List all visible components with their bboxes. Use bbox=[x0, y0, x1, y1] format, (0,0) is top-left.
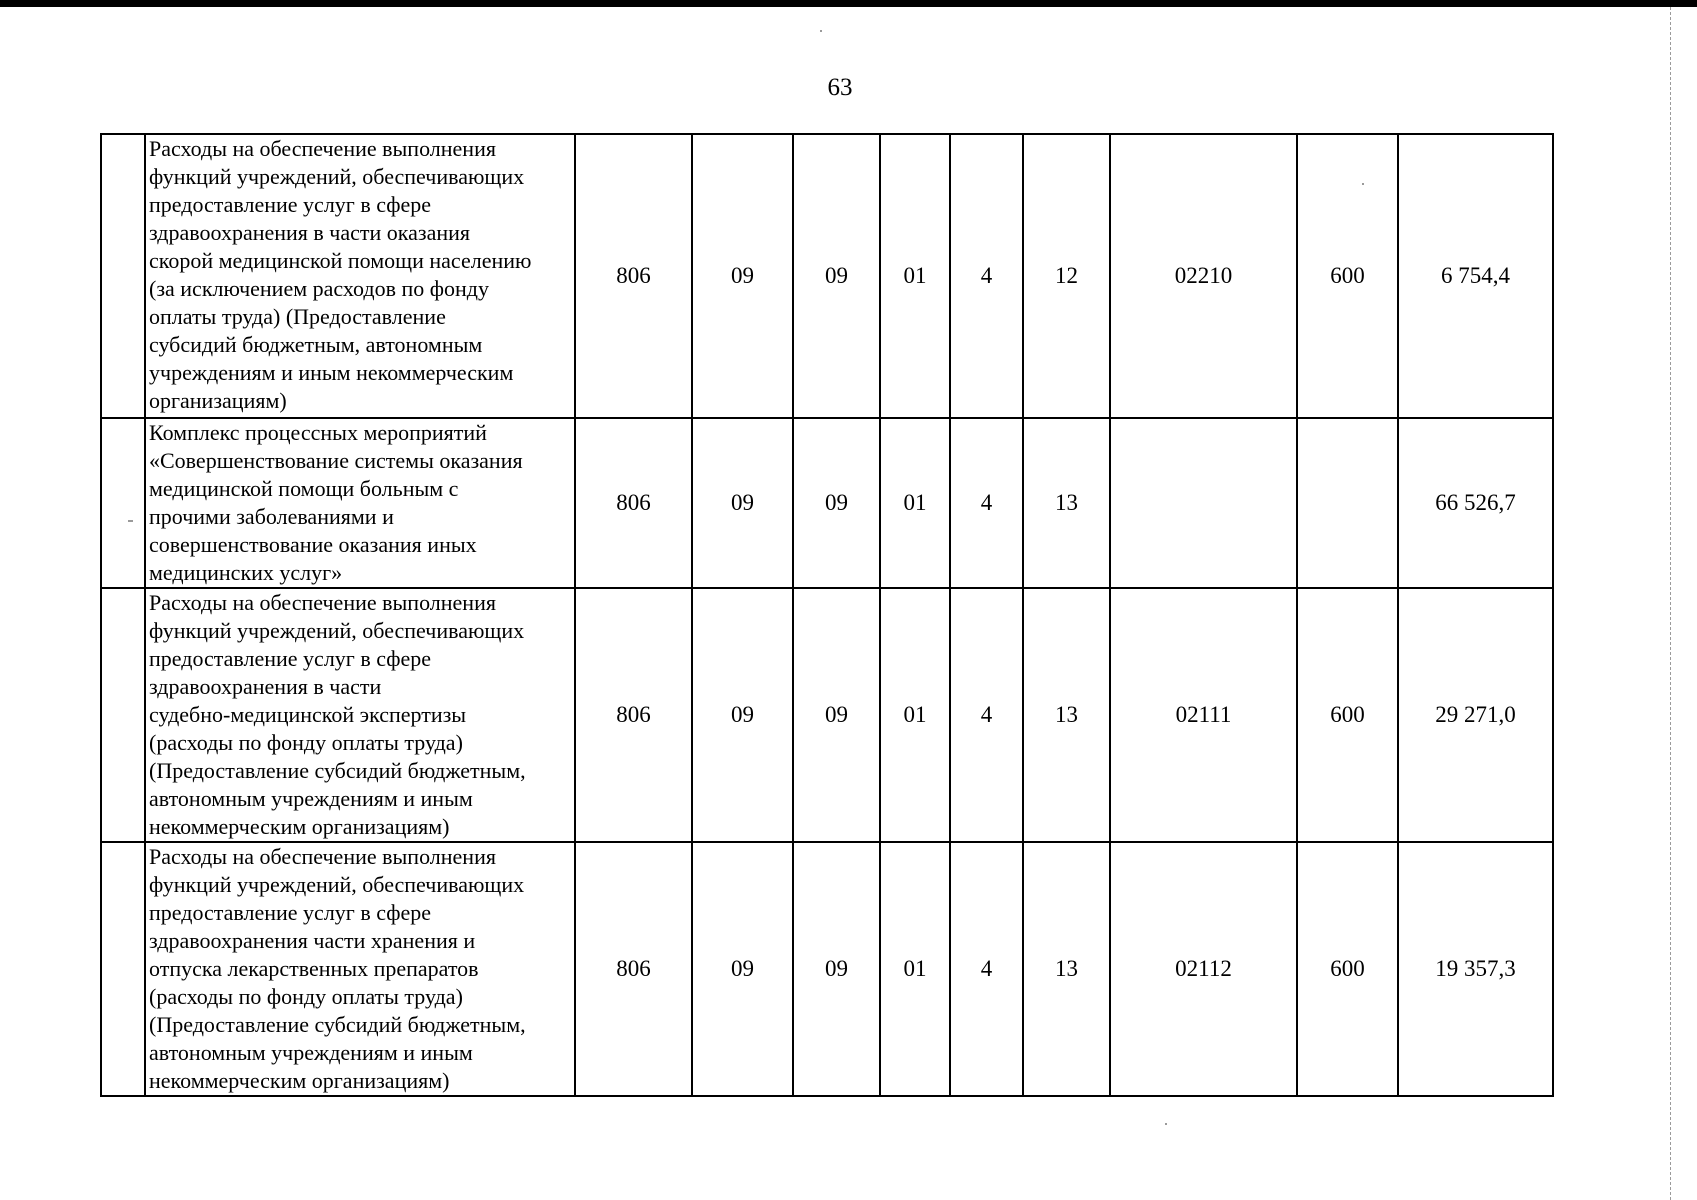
scan-speck bbox=[1362, 183, 1364, 185]
expense-description: Расходы на обеспечение выполнения функций учреждений, обеспечивающих предоставление услуг в сфере здравоохранения части хранения и отпуска лекарственных препаратов (расходы по фонду оплаты труда) (Предоставление субсидий бюджетным, автономным учреждениям и иным некоммерческим организациям) bbox=[145, 842, 575, 1096]
amount-cell: 19 357,3 bbox=[1398, 842, 1553, 1096]
subsection-code: 09 bbox=[793, 134, 880, 418]
expense-direction-code bbox=[1110, 418, 1297, 588]
subsection-code: 09 bbox=[793, 588, 880, 842]
section-code: 09 bbox=[692, 588, 793, 842]
structural-element-code: 12 bbox=[1023, 134, 1110, 418]
structural-element-code: 13 bbox=[1023, 588, 1110, 842]
expense-description: Комплекс процессных мероприятий «Совершенствование системы оказания медицинской помощи больным с прочими заболеваниями и совершенствование оказания иных медицинских услуг» bbox=[145, 418, 575, 588]
ministry-code: 806 bbox=[575, 842, 692, 1096]
structural-element-code: 13 bbox=[1023, 842, 1110, 1096]
subsection-code: 09 bbox=[793, 842, 880, 1096]
program-code: 01 bbox=[880, 588, 950, 842]
expense-description: Расходы на обеспечение выполнения функций учреждений, обеспечивающих предоставление услуг в сфере здравоохранения в части оказания скорой медицинской помощи населению (за исключением расходов по фонду оплаты труда) (Предоставление субсидий бюджетным, автономным учреждениям и иным некоммерческим организациям) bbox=[145, 134, 575, 418]
section-code: 09 bbox=[692, 842, 793, 1096]
row-index-cell bbox=[101, 842, 145, 1096]
amount-cell: 66 526,7 bbox=[1398, 418, 1553, 588]
table-row bbox=[101, 418, 1553, 588]
expense-direction-code: 02210 bbox=[1110, 134, 1297, 418]
amount-cell: 6 754,4 bbox=[1398, 134, 1553, 418]
program-code: 01 bbox=[880, 842, 950, 1096]
program-type-code: 4 bbox=[950, 134, 1023, 418]
ministry-code: 806 bbox=[575, 134, 692, 418]
table-row bbox=[101, 842, 1553, 1096]
section-code: 09 bbox=[692, 418, 793, 588]
scan-speck bbox=[128, 520, 133, 522]
scan-speck bbox=[1165, 1123, 1167, 1125]
structural-element-code: 13 bbox=[1023, 418, 1110, 588]
ministry-code: 806 bbox=[575, 418, 692, 588]
table-row bbox=[101, 134, 1553, 418]
scan-speck bbox=[820, 30, 822, 32]
expense-direction-code: 02112 bbox=[1110, 842, 1297, 1096]
program-type-code: 4 bbox=[950, 418, 1023, 588]
row-index-cell bbox=[101, 134, 145, 418]
program-type-code: 4 bbox=[950, 588, 1023, 842]
expense-description: Расходы на обеспечение выполнения функций учреждений, обеспечивающих предоставление услуг в сфере здравоохранения в части судебно-медицинской экспертизы (расходы по фонду оплаты труда) (Предоставление субсидий бюджетным, автономным учреждениям и иным некоммерческим организациям) bbox=[145, 588, 575, 842]
scan-top-edge bbox=[0, 0, 1697, 7]
row-index-cell bbox=[101, 588, 145, 842]
page-number: 63 bbox=[827, 74, 853, 101]
expense-type-code bbox=[1297, 418, 1398, 588]
expense-type-code: 600 bbox=[1297, 588, 1398, 842]
section-code: 09 bbox=[692, 134, 793, 418]
amount-cell: 29 271,0 bbox=[1398, 588, 1553, 842]
expense-type-code: 600 bbox=[1297, 134, 1398, 418]
program-code: 01 bbox=[880, 134, 950, 418]
subsection-code: 09 bbox=[793, 418, 880, 588]
expense-type-code: 600 bbox=[1297, 842, 1398, 1096]
ministry-code: 806 bbox=[575, 588, 692, 842]
table-row bbox=[101, 588, 1553, 842]
scan-right-edge bbox=[1670, 7, 1671, 1200]
budget-table bbox=[100, 133, 1554, 1097]
program-type-code: 4 bbox=[950, 842, 1023, 1096]
row-index-cell bbox=[101, 418, 145, 588]
expense-direction-code: 02111 bbox=[1110, 588, 1297, 842]
program-code: 01 bbox=[880, 418, 950, 588]
